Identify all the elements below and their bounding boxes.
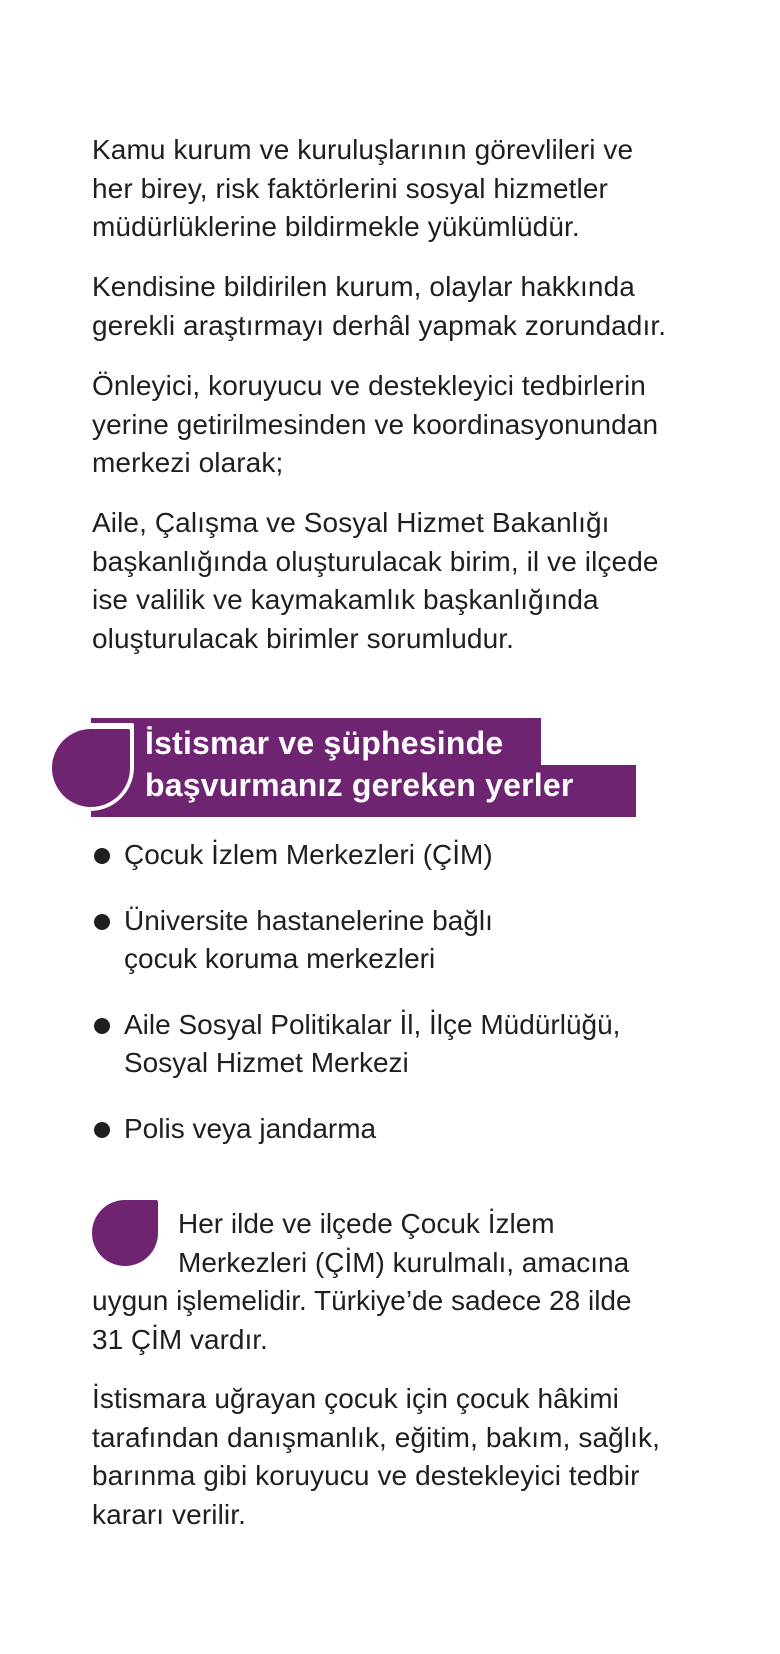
list-item-text: çocuk koruma merkezleri bbox=[124, 943, 436, 974]
text-line: barınma gibi koruyucu ve destekleyici tedbir bbox=[92, 1460, 640, 1491]
list-item bbox=[92, 902, 732, 979]
list-item bbox=[92, 836, 732, 875]
text-line: Kendisine bildirilen kurum, olaylar hakkında bbox=[92, 271, 635, 302]
list-item bbox=[92, 1006, 732, 1083]
heading-line: başvurmanız gereken yerler bbox=[145, 767, 574, 803]
list-item-text: Aile Sosyal Politikalar İl, İlçe Müdürlüğü, bbox=[124, 1008, 621, 1040]
text-line: tarafından danışmanlık, eğitim, bakım, sağlık, bbox=[92, 1421, 660, 1453]
heading-line: İstismar ve şüphesinde bbox=[145, 725, 504, 761]
list-item-text: Çocuk İzlem Merkezleri (ÇİM) bbox=[124, 839, 493, 870]
help-locations-list bbox=[92, 836, 732, 1148]
drop-emblem-icon bbox=[52, 729, 130, 807]
text-line: müdürlüklerine bildirmekle yükümlüdür. bbox=[92, 211, 580, 242]
paragraph-court-measures bbox=[92, 1380, 732, 1534]
paragraph-reporting-duty bbox=[92, 131, 732, 247]
bullet-icon bbox=[94, 1018, 110, 1034]
text-line: İstismara uğrayan çocuk için çocuk hâkimi bbox=[92, 1383, 619, 1414]
list-item bbox=[92, 1110, 732, 1149]
list-item-text: Sosyal Hizmet Merkezi bbox=[124, 1047, 409, 1078]
text-line: gerekli araştırmayı derhâl yapmak zorundadır. bbox=[92, 309, 667, 341]
paragraph-investigation bbox=[92, 268, 732, 345]
text-line: uygun işlemelidir. Türkiye’de sadece 28 ilde bbox=[92, 1285, 632, 1316]
text-line: merkezi olarak; bbox=[92, 447, 284, 478]
section-heading bbox=[145, 722, 574, 806]
text-line: Kamu kurum ve kuruluşlarının görevlileri ve bbox=[92, 134, 634, 165]
list-item-text: Polis veya jandarma bbox=[124, 1112, 377, 1144]
text-line: yerine getirilmesinden ve koordinasyonundan bbox=[92, 408, 659, 440]
bullet-icon bbox=[94, 848, 110, 864]
text-line: kararı verilir. bbox=[92, 1498, 246, 1530]
list-item-text: Üniversite hastanelerine bağlı bbox=[124, 904, 493, 936]
text-line: oluşturulacak birimler sorumludur. bbox=[92, 622, 515, 654]
text-line: Merkezleri (ÇİM) kurulmalı, amacına bbox=[178, 1246, 630, 1278]
paragraph-measures bbox=[92, 367, 732, 483]
paragraph-cim-note bbox=[92, 1205, 732, 1359]
bullet-icon bbox=[94, 914, 110, 930]
text-line: her birey, risk faktörlerini sosyal hizmetler bbox=[92, 172, 608, 204]
text-line: Her ilde ve ilçede Çocuk İzlem bbox=[178, 1208, 555, 1239]
text-line: ise valilik ve kaymakamlık başkanlığında bbox=[92, 584, 599, 615]
bullet-icon bbox=[94, 1122, 110, 1138]
text-line: Önleyici, koruyucu ve destekleyici tedbirlerin bbox=[92, 370, 646, 401]
text-line: Aile, Çalışma ve Sosyal Hizmet Bakanlığı bbox=[92, 507, 610, 538]
text-line: 31 ÇİM vardır. bbox=[92, 1323, 268, 1355]
text-line: başkanlığında oluşturulacak birim, il ve ilçede bbox=[92, 545, 659, 577]
paragraph-responsible-units bbox=[92, 504, 732, 658]
